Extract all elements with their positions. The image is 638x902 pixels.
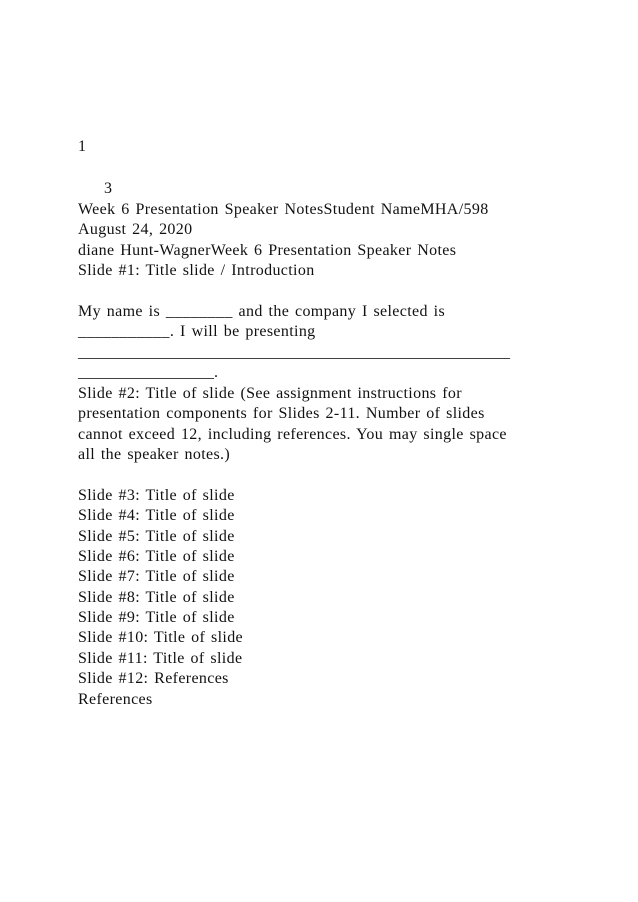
- references-heading: References: [78, 691, 153, 708]
- slide-1-text-line: ___________. I will be presenting: [78, 323, 316, 340]
- slide-2-text-line: presentation components for Slides 2-11. Number of slides: [78, 405, 485, 422]
- document-date: August 24, 2020: [78, 221, 193, 238]
- slide-2-text-line: all the speaker notes.): [78, 446, 231, 463]
- slide-list-item: Slide #10: Title of slide: [78, 629, 243, 646]
- slide-list-item: Slide #8: Title of slide: [78, 589, 235, 606]
- document-title-line: Week 6 Presentation Speaker NotesStudent NameMHA/598: [78, 201, 489, 218]
- slide-2-text-line: cannot exceed 12, including references. You may single space: [78, 426, 507, 443]
- author-title-line: diane Hunt-WagnerWeek 6 Presentation Speaker Notes: [78, 242, 457, 259]
- slide-list-item: Slide #4: Title of slide: [78, 507, 235, 524]
- slide-2-text-line: Slide #2: Title of slide (See assignment instructions for: [78, 385, 462, 402]
- slide-list-item: Slide #5: Title of slide: [78, 528, 235, 545]
- slide-1-blank-line: _________________.: [78, 364, 218, 381]
- slide-list-item: Slide #3: Title of slide: [78, 487, 235, 504]
- slide-list-item: Slide #12: References: [78, 670, 229, 687]
- page-number: 1: [78, 138, 87, 155]
- running-number: 3: [104, 180, 113, 197]
- slide-list-item: Slide #11: Title of slide: [78, 650, 243, 667]
- slide-list-item: Slide #7: Title of slide: [78, 568, 235, 585]
- slide-1-text-line: My name is ________ and the company I selected is: [78, 303, 446, 320]
- slide-1-blank-line: ______________________________________________________: [78, 344, 510, 361]
- slide-list-item: Slide #9: Title of slide: [78, 609, 235, 626]
- slide-list-item: Slide #6: Title of slide: [78, 548, 235, 565]
- slide-1-heading: Slide #1: Title slide / Introduction: [78, 262, 315, 279]
